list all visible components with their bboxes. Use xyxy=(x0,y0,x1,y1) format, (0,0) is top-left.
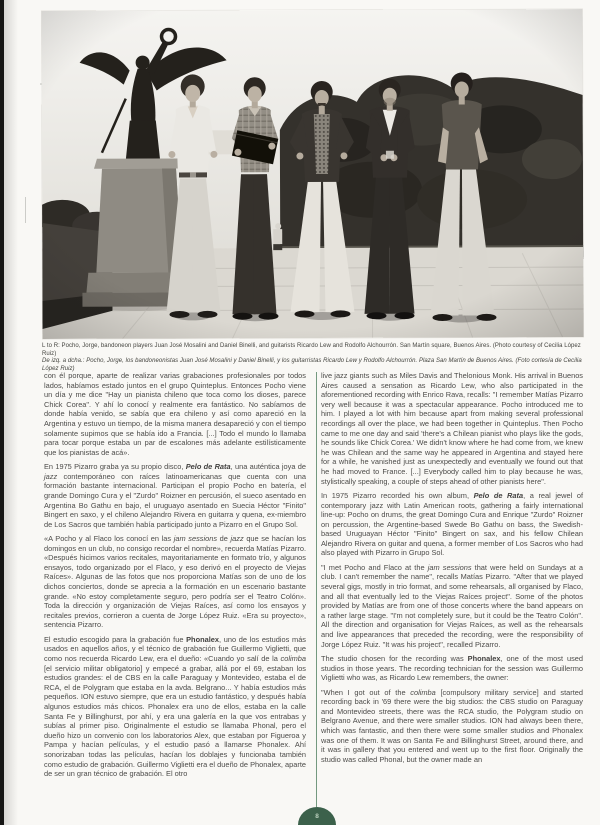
paragraph: In 1975 Pizarro recorded his own album, Pelo de Rata, a real jewel of contemporary jazz with Latin American roots, gathering a fairly international line-up: Pocho on drums, the great Domingo Cura and Enrique "Zurdo" Roizner on percussion, the Argentine-based Swede Bo Gathu on bass, the Swedish-based Uruguayan Héctor "Finito" Bingert on sax, and his fellow Chilean Alejandro Rivera on guitar and quena, a former member of Los Sacros who had also played with Pizarro in Grupo Sol. xyxy=(321,490,583,558)
paragraph: The studio chosen for the recording was Phonalex, one of the most used studios in those years. The recording technician for the session was Guillermo Viglietti who was, as Ricardo Lew remembers, the owner: xyxy=(321,654,583,683)
page-number-badge xyxy=(298,807,336,825)
paragraph: En 1975 Pizarro graba ya su propio disco, Pelo de Rata, una auténtica joya de jazz contemporáneo con raíces latinoamericanas que cuenta con una formación bastante internacional. Participan el propio Pocho en batería, el grande Domingo Cura y el "Zurdo" Roizner en percusión, el sueco asentado en Argentina Bo Gathu en bajo, el uruguayo asentado en Suecia Héctor "Finito" Bingert en saxo, y el chileno Alejandro Rivera en guitarra y quena, ex-miembro de Los Sacros que también había participado junto a Pizarro en el Grupo Sol. xyxy=(44,462,307,529)
page-number: 8 xyxy=(315,813,319,820)
photo-vignette xyxy=(41,9,583,339)
band-photo xyxy=(41,9,583,339)
paragraph: "I met Pocho and Flaco at the jam sessions that were held on Sundays at a club. I can't remember the name", recalls Matías Pizarro. "After that we played several gigs, mostly in trio format, and some rehearsals, all organised by Flaco, and all that eventually led to the Viejas Raíces project". Some of the photos provided by Matías are from one of those concerts where the band appears on a rather large stage. "I'm not completely sure, but it could be the Teatro Colón". All the direction and organisation for Viejas Raíces, as well as the rehearsals and live appearances that preceded the recording, were the responsibility of Jorge López Ruiz. "It was his project", recalled Pizarro. xyxy=(321,562,584,649)
photo-caption-english: L to R: Pocho, Jorge, bandoneon players Juan José Mosalini and Daniel Binelli, and guitarists Ricardo Lew and Rodolfo Alchourrón. San Martín square, Buenos Aires. (Photo courtesy of Cecilia López Ruiz) xyxy=(42,343,581,357)
spanish-text-column xyxy=(44,371,306,784)
paragraph: live jazz giants such as Miles Davis and Thelonious Monk. His arrival in Buenos Aires caused a sensation as Ricardo Lew, who also participated in the aforementioned recording with Enrico Rava, recalls: "I remember Matías Pizarro very well because it was a spectacular appearance. Pocho introduced me to him. I played a lot with him because apart from making several professional recordings all over the place, we had been together in Quinteplus. Then Pocho came to me one day and said 'there's a Chilean pianist who plays like the gods, he sounds like Chick Corea.' We didn't know where he had come from, we knew he was Chilean and the same way he appeared in Argentina and stayed here for a while, he vanished just as unexpectedly and eventually we found out that he had moved to France. [...] Everybody called him to play because he was, stylistically speaking, a couple of steps ahead of other pianists here". xyxy=(321,371,583,486)
column-divider-line xyxy=(316,372,317,807)
scan-scratch xyxy=(25,197,26,223)
photo-caption-spanish: De izq. a dcha.: Pocho, Jorge, los bandoneonistas Juan José Mosalini y Daniel Binelli, y los guitarristas Ricardo Lew y Rodolfo Alchourrón. Plaza San Martín de Buenos Aires. (Foto cortesía de Cecilia López Ruiz) xyxy=(42,358,582,372)
band-photo-illustration xyxy=(41,9,583,339)
paragraph: "When I got out of the colimba [compulsory military service] and started recording back in '69 there were the big studios: the CBS studio on Paraguay and Montevideo streets, there was the RCA studio, the Polygram studio on Belgrano Avenue, and there were smaller studios. ION had always been there, which was fantastic, and then there were some smaller studios and Phonalex was one of them. It was on Santa Fe and Billinghurst Street, around there, and it was in gallery that you entered and went up to the first floor. Originally the studio was called Phonal, but the owner made an xyxy=(321,687,583,764)
scan-left-shadow xyxy=(4,0,18,825)
paragraph: con él porque, aparte de realizar varias grabaciones profesionales por todos lados, habíamos estado juntos en el grupo Quinteplus. Entonces Pocho viene un día y me dice "Hay un pianista chileno que toca como los dioses, parece Chick Corea". Y ahí lo conocí y realmente era fantástico. No sabíamos de donde había venido, se sabía que era chileno y así como apareció en la Argentina y estuvo un tiempo, de la misma manera desapareció y con el tiempo solamente supimos que se había ido a Francia. [...] Todo el mundo lo llamaba para tocar porque estaba un par de escalones más adelante estilísticamente que los pianistas de acá». xyxy=(44,371,306,457)
paragraph: El estudio escogido para la grabación fue Phonalex, uno de los estudios más usados en aquellos años, y el técnico de grabación fue Guillermo Viglietti, que como nos recuerda Ricardo Lew, era el dueño: «Cuando yo salí de la colimba [el servicio militar obligatorio] y empecé a grabar, allá por el 69, estaban los estudios grandes: el de CBS en la calle Paraguay y Montevideo, estaba el de RCA, el de Polygram que estaba en la avda. Belgrano... Y había estudios más pequeños. ION estuvo siempre, que era un estudio fantástico, y después había algunos estudios más chicos. Phonalex era uno de ellos, estaba en la calle Santa Fe y Billinghurst, por ahí, y era una galería en la que vos entrabas y subías al primer piso. Originalmente el estudio se llamaba Phonal, pero el dueño hizo un convenio con los laboratorios Alex, que estaban por Figueroa y Pampa y hacían películas, y el estudio pasó a llamarse Phonalex. Ahí sonorizaban todas las películas, hacían los doblajes y funcionaba también como estudio de grabación. Guillermo Viglietti era el dueño de Phonalex, aparte de ser un gran técnico de grabación. El otro xyxy=(44,634,306,779)
english-text-column xyxy=(321,371,583,769)
photo-caption xyxy=(42,343,583,373)
paragraph: «A Pocho y al Flaco los conocí en las jam sessions de jazz que se hacían los domingos en un club, no consigo recordar el nombre», recuerda Matías Pizarro. «Después hicimos varios recitales, mayoritariamente en formato trío, y algunos ensayos, todo organizado por el Flaco, y eso derivó en el proyecto de Viejas Raíces». Algunas de las fotos que nos proporciona Matías son de uno de los dichos conciertos, donde se aprecia a la formación en un escenario bastante grande. «No estoy completamente seguro, pero podría ser el Teatro Colón». Toda la dirección y organización de Viejas Raíces, así como los ensayos y recitales previos, corrieron a cuenta de Jorge López Ruiz. «Era su proyecto», sentencia Pizarro. xyxy=(44,534,307,630)
